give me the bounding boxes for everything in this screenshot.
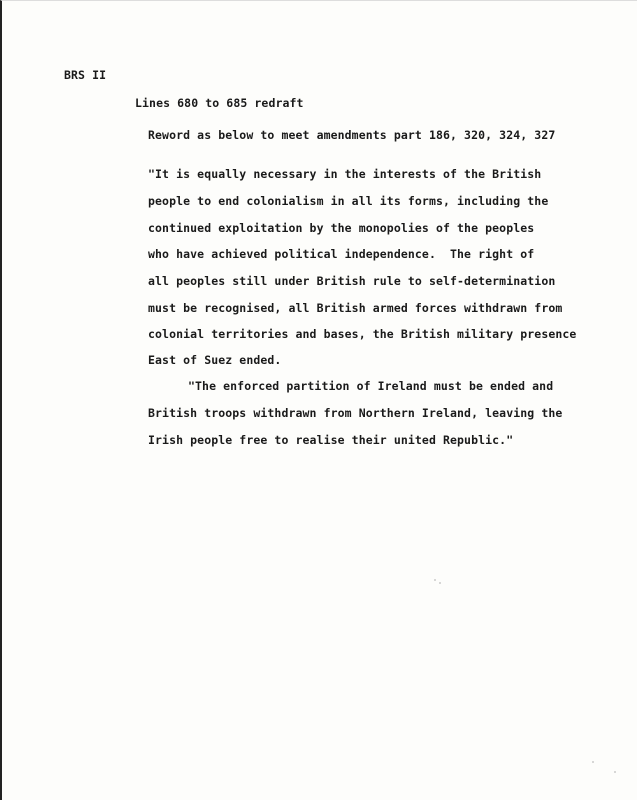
paragraph-line: continued exploitation by the monopolies of the peoples xyxy=(148,221,535,235)
paragraph-line: all peoples still under British rule to self-determination xyxy=(148,274,556,288)
paragraph-line: people to end colonialism in all its forms, including the xyxy=(148,194,549,208)
paragraph-line: British troops withdrawn from Northern Ireland, leaving the xyxy=(148,406,563,420)
paragraph-line: who have achieved political independence. The right of xyxy=(148,247,535,261)
paragraph-line: colonial territories and bases, the British military presence xyxy=(148,327,577,341)
scan-speckle xyxy=(434,579,436,581)
paragraph-line: "It is equally necessary in the interests of the British xyxy=(148,167,542,181)
document-instruction: Reword as below to meet amendments part 186, 320, 324, 327 xyxy=(148,128,556,142)
scan-speckle xyxy=(614,771,616,773)
scan-speckle xyxy=(439,582,441,584)
paragraph-line: must be recognised, all British armed forces withdrawn from xyxy=(148,301,563,315)
scan-speckle xyxy=(592,761,594,763)
paragraph-line: East of Suez ended. xyxy=(148,353,282,367)
document-reference: BRS II xyxy=(64,68,107,82)
paragraph-line: Irish people free to realise their united Republic." xyxy=(148,433,514,447)
document-heading: Lines 680 to 685 redraft xyxy=(135,96,304,110)
paragraph-line: "The enforced partition of Ireland must be ended and xyxy=(188,379,554,393)
